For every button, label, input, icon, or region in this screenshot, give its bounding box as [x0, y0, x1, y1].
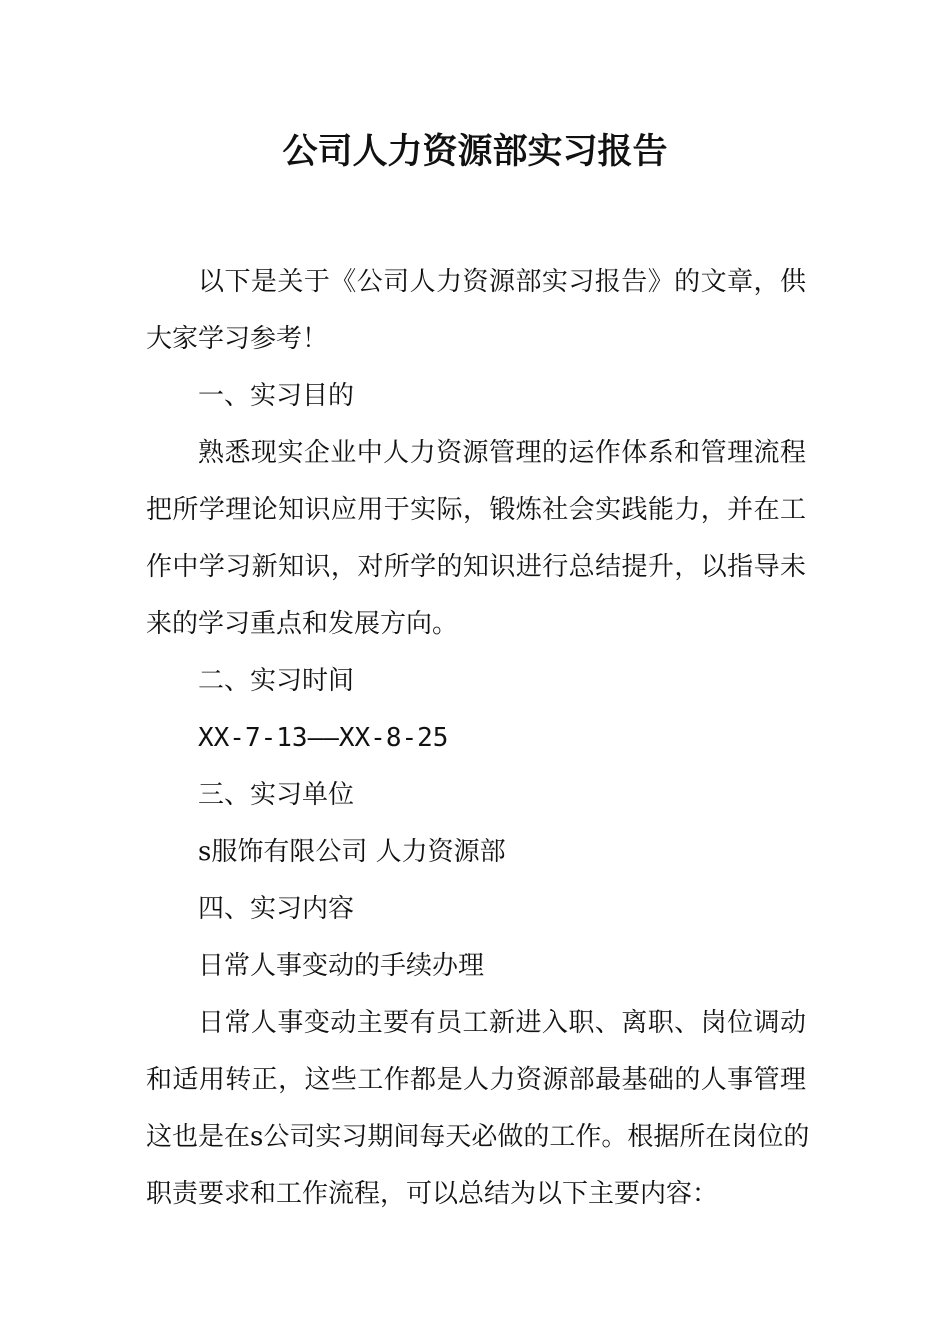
- paragraph-purpose-line-2: 把所学理论知识应用于实际，锻炼社会实践能力，并在工: [146, 495, 806, 525]
- paragraph-intro-line-1: 以下是关于《公司人力资源部实习报告》的文章，供: [198, 267, 806, 297]
- paragraph-intro-line-2: 大家学习参考！: [146, 324, 329, 354]
- paragraph-content-line-1: 日常人事变动主要有员工新进入职、离职、岗位调动: [198, 1008, 806, 1038]
- section-heading-unit: 三、实习单位: [198, 780, 355, 810]
- paragraph-purpose-line-4: 来的学习重点和发展方向。: [146, 609, 459, 639]
- paragraph-content-line-4: 职责要求和工作流程，可以总结为以下主要内容：: [146, 1179, 719, 1209]
- paragraph-content-line-2: 和适用转正，这些工作都是人力资源部最基础的人事管理: [146, 1065, 806, 1095]
- section-heading-content: 四、实习内容: [198, 894, 355, 924]
- paragraph-purpose-line-3: 作中学习新知识，对所学的知识进行总结提升，以指导未: [146, 552, 806, 582]
- subheading-personnel-procedures: 日常人事变动的手续办理: [198, 951, 485, 981]
- paragraph-content-line-3: 这也是在s公司实习期间每天必做的工作。根据所在岗位的: [146, 1122, 810, 1152]
- internship-unit: s服饰有限公司 人力资源部: [198, 837, 506, 867]
- section-heading-purpose: 一、实习目的: [198, 381, 355, 411]
- section-heading-time: 二、实习时间: [198, 666, 355, 696]
- internship-date-range: XX-7-13——XX-8-25: [198, 723, 449, 753]
- paragraph-purpose-line-1: 熟悉现实企业中人力资源管理的运作体系和管理流程: [198, 438, 806, 468]
- document-title: 公司人力资源部实习报告: [282, 132, 668, 172]
